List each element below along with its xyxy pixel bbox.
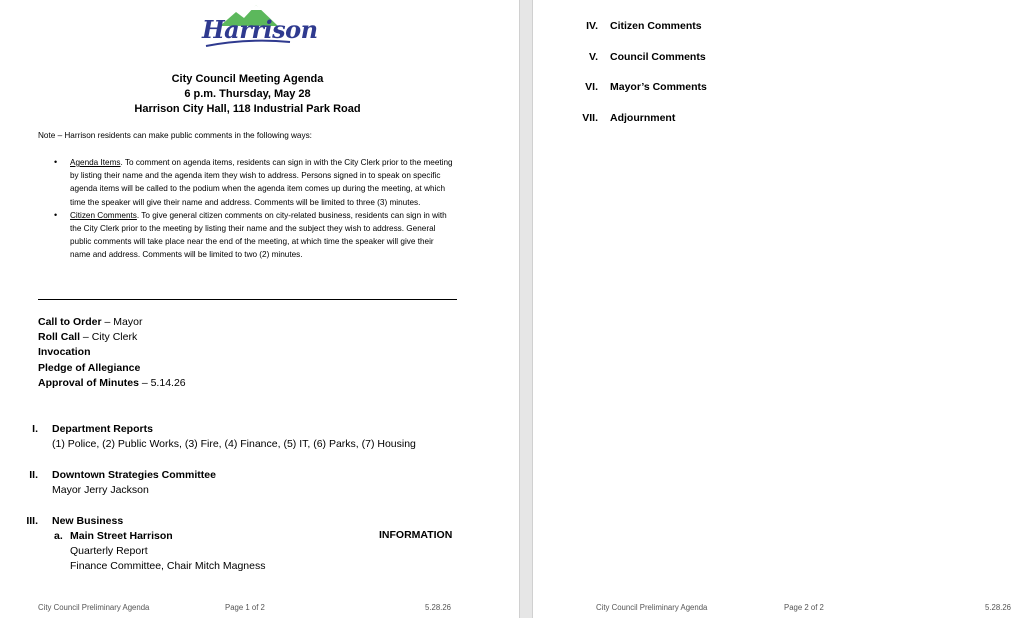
opener-item: Pledge of Allegiance [38,361,141,374]
section-title: Mayor’s Comments [610,81,707,93]
bullet-icon: • [54,209,58,220]
section-number: IV. [586,20,598,32]
opener-item: Invocation [38,346,91,359]
list-item [52,209,454,262]
opener-item: Call to Order – Mayor [38,316,143,328]
section-title: Downtown Strategies Committee [52,469,216,481]
logo-text: Harrison [202,15,318,44]
list-item [52,156,454,209]
title-line-1: City Council Meeting Agenda [171,73,324,85]
section-title: Citizen Comments [610,20,702,32]
logo-small-text: City of [232,6,248,12]
section-title: New Business [52,515,124,527]
agenda-page-2 [533,0,1024,618]
harrison-logo [198,2,318,52]
item-detail-2: Finance Committee, Chair Mitch Magness [70,560,266,572]
section-number: VII. [582,112,598,124]
page-gutter [519,0,533,618]
title-line-3: Harrison City Hall, 118 Industrial Park Road [134,103,361,115]
footer-date: 5.28.26 [425,603,452,612]
bullet-title: Citizen Comments [70,210,137,220]
footer-date: 5.28.26 [985,603,1012,612]
bullet-text: . To give general citizen comments on city-related business, residents can sign in with the City Clerk prior to the meeting by listing their name and the subject they wish to address. General public comments will take place near the end of the meeting, at which time the speaker will give their name and address. Comments will be limited to two (2) minutes. [70,210,447,260]
section-title: Department Reports [52,423,153,435]
section-number: I. [32,423,38,435]
footer-page-number: Page 2 of 2 [784,603,824,612]
bullet-title: Agenda Items [70,158,121,167]
divider [38,299,457,300]
title-line-2: 6 p.m. Thursday, May 28 [184,88,311,100]
section-detail: (1) Police, (2) Public Works, (3) Fire, (4) Finance, (5) IT, (6) Parks, (7) Housing [52,438,416,451]
meeting-openers [38,315,186,391]
footer-left: City Council Preliminary Agenda [596,603,708,612]
item-title: Main Street Harrison [70,530,173,542]
section-title: Adjournment [610,112,676,124]
public-comment-note: Note – Harrison residents can make public comments in the following ways: [38,131,312,140]
comment-methods-list [52,156,454,262]
bullet-text: . To comment on agenda items, residents can sign in with the City Clerk prior to the meeting by listing their name and the agenda item they wish to address. Persons signed in to speak on specific agenda items will be called to the podium when the agenda item comes up during the meeting, at which time the speaker will give their name and address. Comments will be limited to three (3) minutes. [70,158,453,207]
section-detail: Mayor Jerry Jackson [52,484,149,497]
opener-item: Approval of Minutes – 5.14.26 [38,376,186,389]
item-tag: INFORMATION [379,529,453,541]
item-detail-1: Quarterly Report [70,545,148,557]
footer-page-number: Page 1 of 2 [225,603,265,612]
footer-left: City Council Preliminary Agenda [38,603,150,612]
section-number: III. [26,515,38,527]
section-number: VI. [585,81,598,93]
item-letter: a. [54,530,63,542]
opener-item: Roll Call – City Clerk [38,331,138,344]
section-number: II. [29,469,38,481]
section-title: Council Comments [610,51,706,63]
section-number: V. [589,51,598,63]
bullet-icon: • [54,157,58,167]
agenda-title [38,72,457,117]
